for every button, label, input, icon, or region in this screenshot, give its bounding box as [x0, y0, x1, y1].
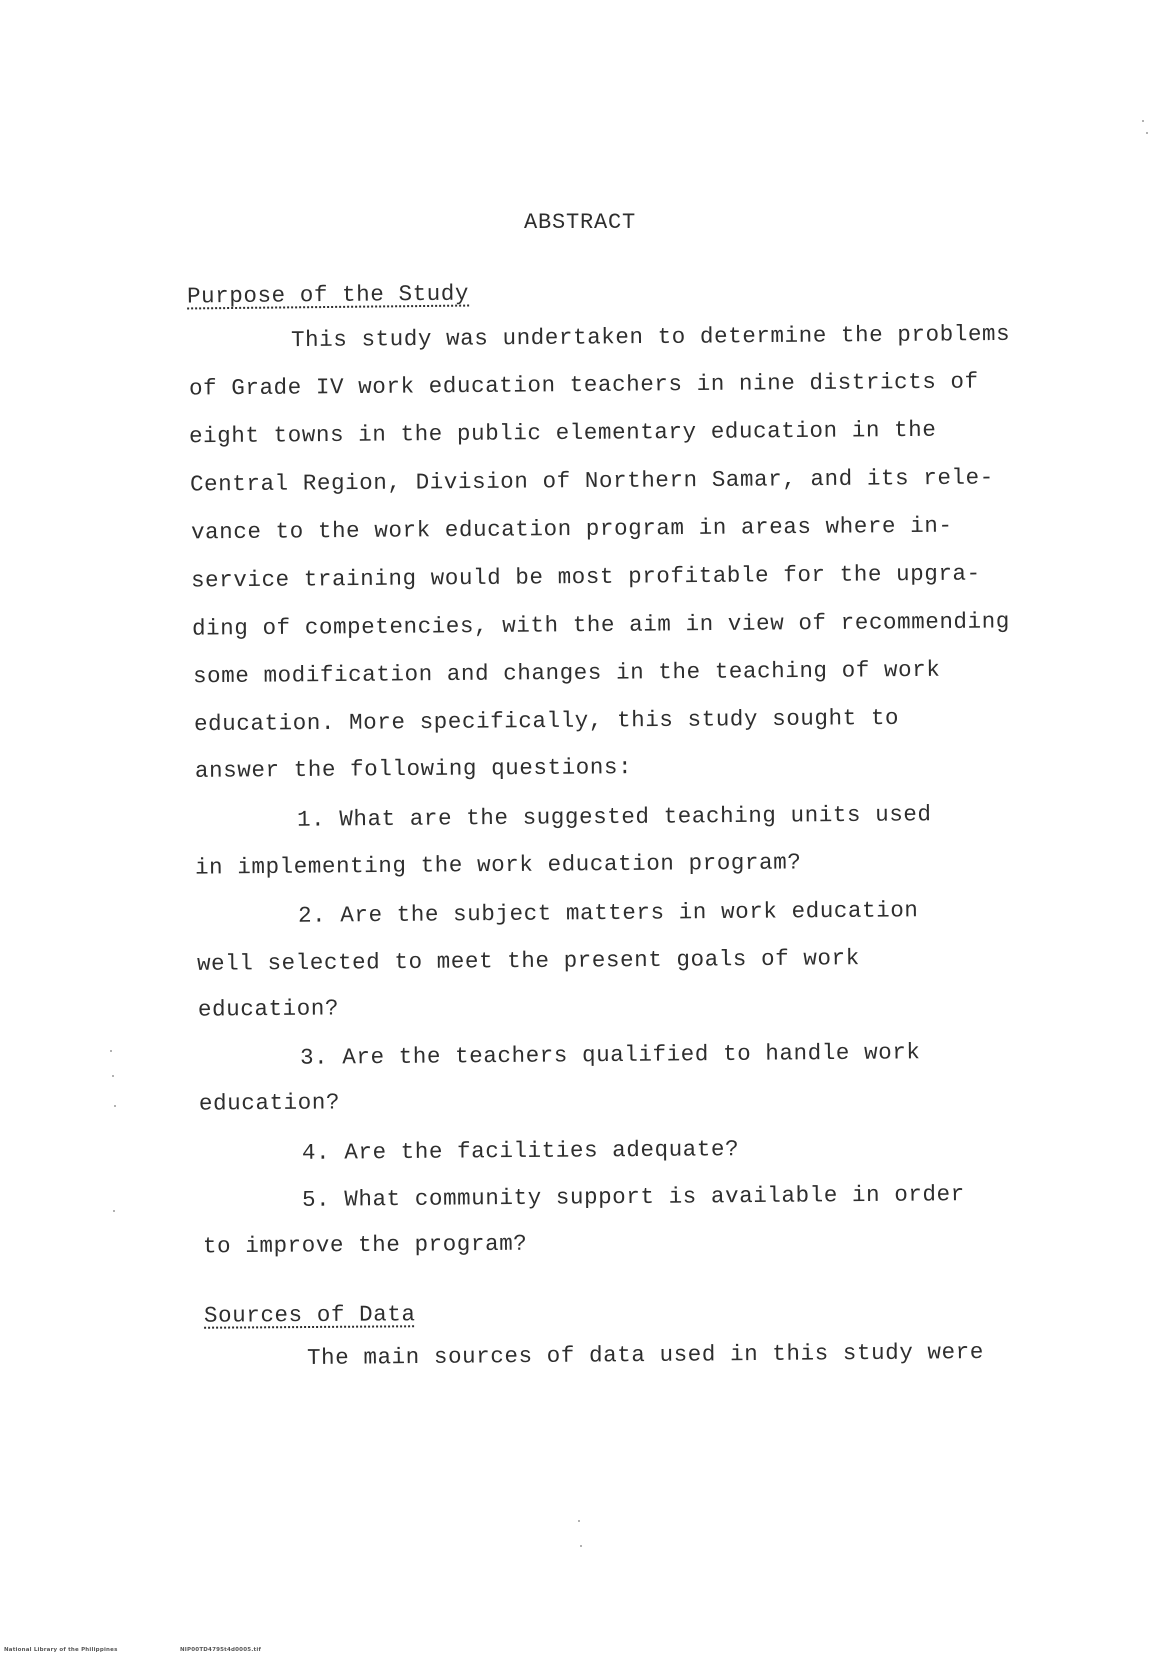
section-heading-purpose: Purpose of the Study — [186, 280, 470, 310]
page-title: ABSTRACT — [524, 210, 637, 235]
paragraph-line: ding of competencies, with the aim in view of recommending — [191, 608, 1011, 642]
scan-speck — [578, 1520, 580, 1522]
question-item: well selected to meet the present goals of work — [196, 945, 860, 977]
paragraph-line: The main sources of data used in this study were — [306, 1339, 985, 1371]
footer-library-name: National Library of the Philippines — [4, 1647, 118, 1653]
question-item: to improve the program? — [202, 1230, 528, 1260]
paragraph-line: eight towns in the public elementary education in the — [188, 416, 937, 450]
section-heading-sources: Sources of Data — [203, 1301, 416, 1329]
question-item: 1. What are the suggested teaching units used — [296, 801, 932, 833]
question-item: 4. Are the facilities adequate? — [301, 1136, 740, 1166]
paragraph-line: of Grade IV work education teachers in nine districts of — [188, 368, 979, 402]
scan-speck — [580, 1545, 582, 1547]
paragraph-line: answer the following questions: — [194, 754, 633, 784]
paragraph-line: vance to the work education program in areas where in- — [190, 512, 953, 546]
paragraph-line: some modification and changes in the teaching of work — [192, 656, 941, 690]
question-item: 5. What community support is available in order — [301, 1181, 965, 1213]
paragraph-line: education. More specifically, this study sought to — [193, 704, 900, 738]
paragraph-line: Central Region, Division of Northern Samar, and its rele- — [189, 464, 994, 498]
scan-speck — [1142, 120, 1144, 122]
scan-speck — [114, 1105, 116, 1107]
scan-speck — [113, 1210, 115, 1212]
question-item: education? — [197, 995, 340, 1023]
paragraph-line: This study was undertaken to determine the problems — [290, 320, 1011, 354]
footer-file-id: NIP00TD4795t4d0005.tif — [180, 1647, 262, 1653]
question-item: 2. Are the subject matters in work education — [297, 897, 919, 929]
scan-speck — [110, 1050, 112, 1052]
paragraph-line: service training would be most profitable for the upgra- — [190, 560, 981, 594]
question-item: 3. Are the teachers qualified to handle work — [299, 1039, 921, 1071]
scan-speck — [112, 1075, 114, 1077]
question-item: in implementing the work education program? — [194, 849, 802, 881]
question-item: education? — [198, 1089, 341, 1117]
scan-speck — [1146, 132, 1148, 134]
